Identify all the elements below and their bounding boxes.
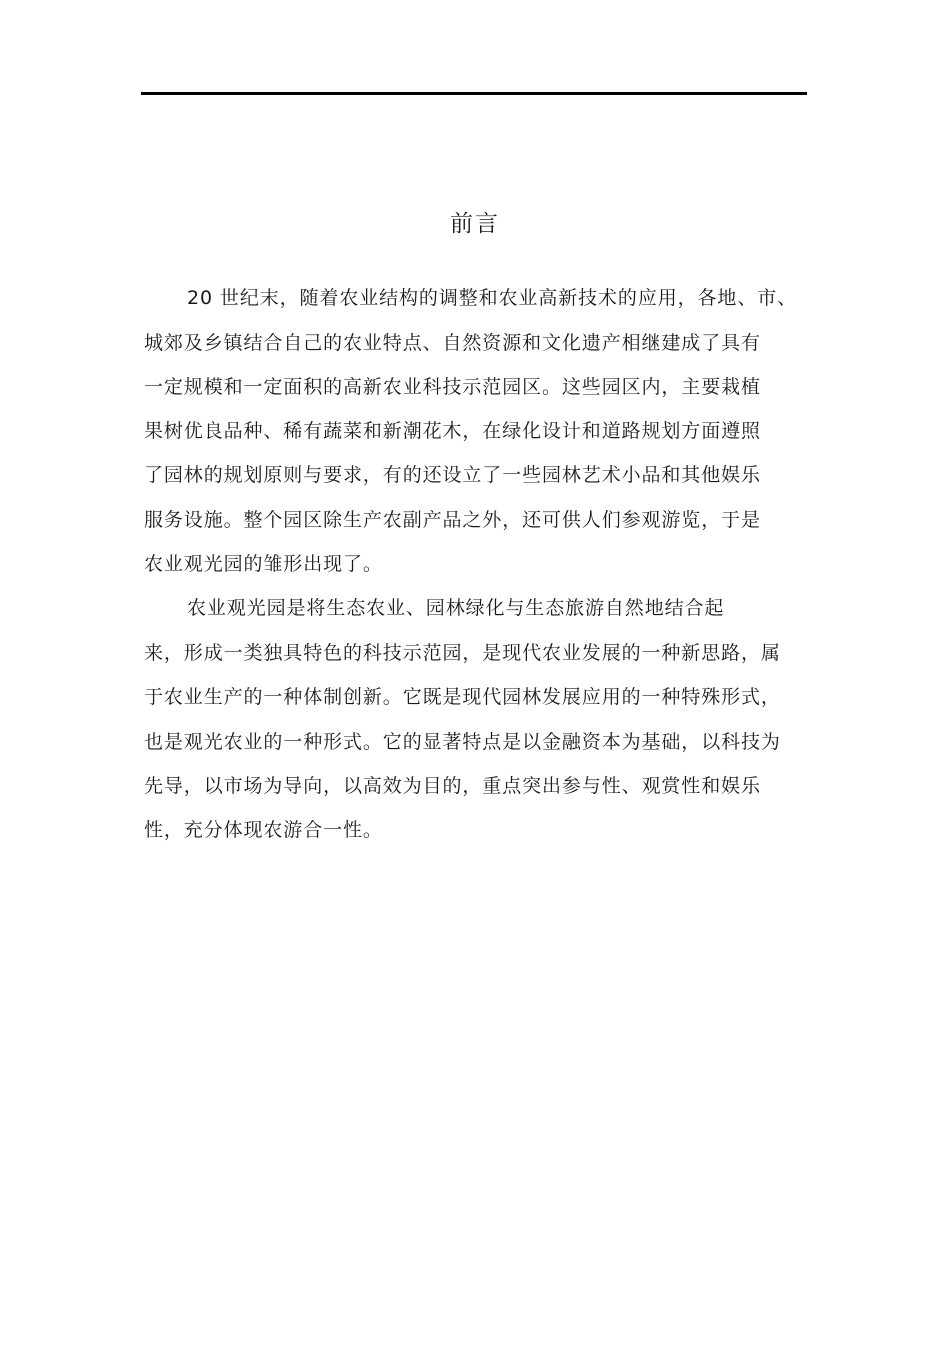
paragraph-line: 于农业生产的一种体制创新。它既是现代园林发展应用的一种特殊形式， xyxy=(144,686,781,708)
paragraph-line: 性，充分体现农游合一性。 xyxy=(144,819,383,841)
header-rule xyxy=(141,92,807,95)
paragraph-line: 20 世纪末，随着农业结构的调整和农业高新技术的应用，各地、市、 xyxy=(187,287,798,309)
paragraph-line: 农业观光园是将生态农业、园林绿化与生态旅游自然地结合起 xyxy=(187,597,725,619)
paragraph-line: 城郊及乡镇结合自己的农业特点、自然资源和文化遗产相继建成了具有 xyxy=(144,332,761,354)
paragraph-line: 了园林的规划原则与要求，有的还设立了一些园林艺术小品和其他娱乐 xyxy=(144,464,761,486)
paragraph-line: 先导，以市场为导向，以高效为目的，重点突出参与性、观赏性和娱乐 xyxy=(144,775,761,797)
paragraph-line: 服务设施。整个园区除生产农副产品之外，还可供人们参观游览，于是 xyxy=(144,509,761,531)
paragraph-line: 农业观光园的雏形出现了。 xyxy=(144,553,383,575)
paragraph-line: 也是观光农业的一种形式。它的显著特点是以金融资本为基础，以科技为 xyxy=(144,731,781,753)
paragraph-line: 来，形成一类独具特色的科技示范园，是现代农业发展的一种新思路，属 xyxy=(144,642,781,664)
paragraph-line: 果树优良品种、稀有蔬菜和新潮花木，在绿化设计和道路规划方面遵照 xyxy=(144,420,761,442)
page-title: 前言 xyxy=(450,211,500,237)
paragraph-line: 一定规模和一定面积的高新农业科技示范园区。这些园区内，主要栽植 xyxy=(144,376,761,398)
